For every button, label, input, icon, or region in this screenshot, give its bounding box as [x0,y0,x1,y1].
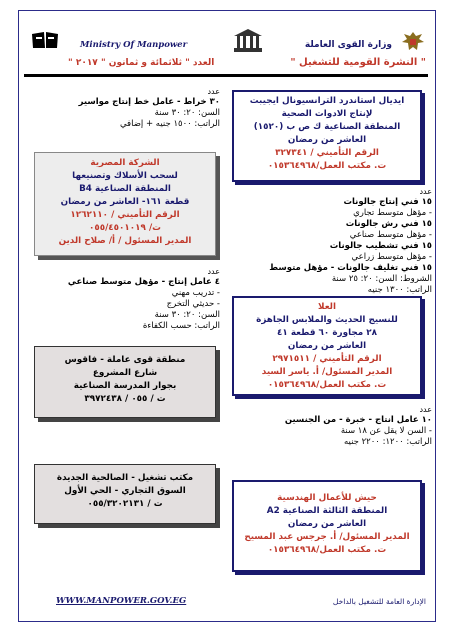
employer-city: العاشر من رمضان [287,135,367,145]
count-header: عدد [419,187,432,196]
job-line: الراتب: ١٣٠٠ جنيه [367,285,432,295]
manager-name: المدير المسئول/ أ. ياسر السيد [261,367,393,377]
office-street: شارع المشروع [92,368,158,378]
ministry-logo-icon [232,28,264,54]
employer-address: ٢٨ مجاورة ٦٠ قطعة ٤١ [277,328,377,338]
employer-name: حيش للأعمال الهندسية [277,493,377,503]
job-line: الراتب: ١٢٠٠: ٢٢٠٠ جنيه [343,437,432,447]
employer-activity: لإنتاج الادوات الصحية [281,109,373,119]
job-line: الراتب: ١٥٠٠ جنيه + إضافي [119,119,220,129]
office-phone: ت. مكتب العمل/٠١٥٣٦٤٩٦٨ [267,380,387,390]
office-card-faqous [34,346,216,418]
job-line: السن: ٢٠: ٣٠ سنة [154,108,220,118]
insurance-number: الرقم التأميني / ٢٩٧١٥١١ [272,354,382,364]
book-flag-icon [30,30,60,50]
employer-address: قطعة ١٦١- العاشر من رمضان [60,197,190,207]
job-line: - مؤهل متوسط صناعي [349,230,432,240]
employer-name: العلا [318,302,336,312]
job-line: ١٥ فني تغليف جالونات - مؤهل متوسط [269,263,432,273]
job-line: - تدريب مهني [171,288,220,298]
insurance-number: الرقم التأميني / ١٢٦٢١١٠ [70,210,180,220]
employer-name: الشركة المصرية [90,158,160,168]
job-list-alola [232,404,432,448]
job-line: ١٥ فني تشطيب جالونات [329,241,432,251]
office-phone: ت. مكتب العمل/٠١٥٣٦٤٩٦٨ [267,161,387,171]
job-line: ١٥ فني إنتاج جالونات [343,197,432,207]
job-line: السن: ٢٠: ٣٠ سنة [154,310,220,320]
job-line: ٤ عامل إنتاج - مؤهل متوسط صناعي [67,277,220,287]
job-list-ideal-standard [232,186,432,296]
manager-name: المدير المسئول/ أ. جرجس عبد المسيح [244,532,410,542]
employer-zone: المنطقة الصناعية ك ص ب (١٥٢٠) [253,122,401,132]
job-line: ١٥ فني رش جالونات [345,219,432,229]
website-link[interactable]: WWW.MANPOWER.GOV.EG [56,596,187,606]
job-list-production [30,266,220,332]
employer-card-ideal-standard [232,90,422,182]
insurance-number: الرقم التأميني / ٣٢٧٣٤١ [275,148,379,158]
job-line: ١٠ عامل انتاج - خبرة - من الجنسين [284,415,432,425]
job-line: الشروط: السن: ٢٠: ٢٥ سنة [331,274,432,284]
employer-card-haysh [232,480,422,572]
job-line: ٣٠ خراط - عامل خط إنتاج مواسير [78,97,220,107]
employer-card-alola [232,296,422,396]
employer-zone: المنطقة الثالثة الصناعية A2 [266,506,388,516]
issue-number: العدد " ثلاثمائة و ثمانون " ٢٠١٧ " [68,58,215,68]
count-header: عدد [207,87,220,96]
office-phone: ت / ٠٥٥ / ٣٩٧٢٤٣٨ [84,394,166,404]
employer-name: ايديال استاندرد الترانسيونال ايجيبت [249,96,405,106]
manager-name: المدير المسئول / أ/ صلاح الدين [58,236,192,246]
job-line: - مؤهل متوسط تجاري [353,208,432,218]
job-line: - مؤهل متوسط زراعي [351,252,432,262]
office-name: منطقة قوى عاملة - فاقوس [64,355,186,365]
employer-card-egyptian-wire [34,152,216,256]
office-phone: ت / ٠٥٥/٣٢٠٢١٣١ [87,499,163,509]
employer-zone: المنطقة الصناعية B4 [79,184,171,194]
employer-activity: لسحب الأسلاك وتصنيعها [72,171,178,181]
employer-city: العاشر من رمضان [287,341,367,351]
employer-activity: للنسيج الحديث والملابس الجاهزة [256,315,398,325]
office-name: مكتب تشغيل - الصالحية الجديدة [56,473,194,483]
footer-department: الإدارة العامة للتشغيل بالداخل [332,597,426,606]
job-line: - السن لا يقل عن ١٨ سنة [340,426,432,436]
job-list-turner [30,86,220,130]
job-line: - حديثي التخرج [166,299,220,309]
bulletin-title: " النشرة القومية للتشغيل " [290,57,426,68]
header-divider [24,74,428,77]
count-header: عدد [207,267,220,276]
employer-city: العاشر من رمضان [287,519,367,529]
ministry-title-en: Ministry Of Manpower [80,40,188,50]
ministry-title-ar: وزارة القوى العاملة [304,40,392,50]
office-phone: ت/ ٠٥٥/٤٥٠١٠١٩ [88,223,162,233]
office-card-salhiya [34,464,216,524]
job-line: الراتب: حسب الكفاءة [142,321,220,331]
count-header: عدد [419,405,432,414]
office-phone: ت. مكتب العمل/٠١٥٣٦٤٩٦٨ [267,545,387,555]
office-address: السوق التجاري - الحي الأول [64,486,186,496]
office-landmark: بجوار المدرسة الصناعية [73,381,177,391]
egypt-eagle-icon [400,30,426,54]
